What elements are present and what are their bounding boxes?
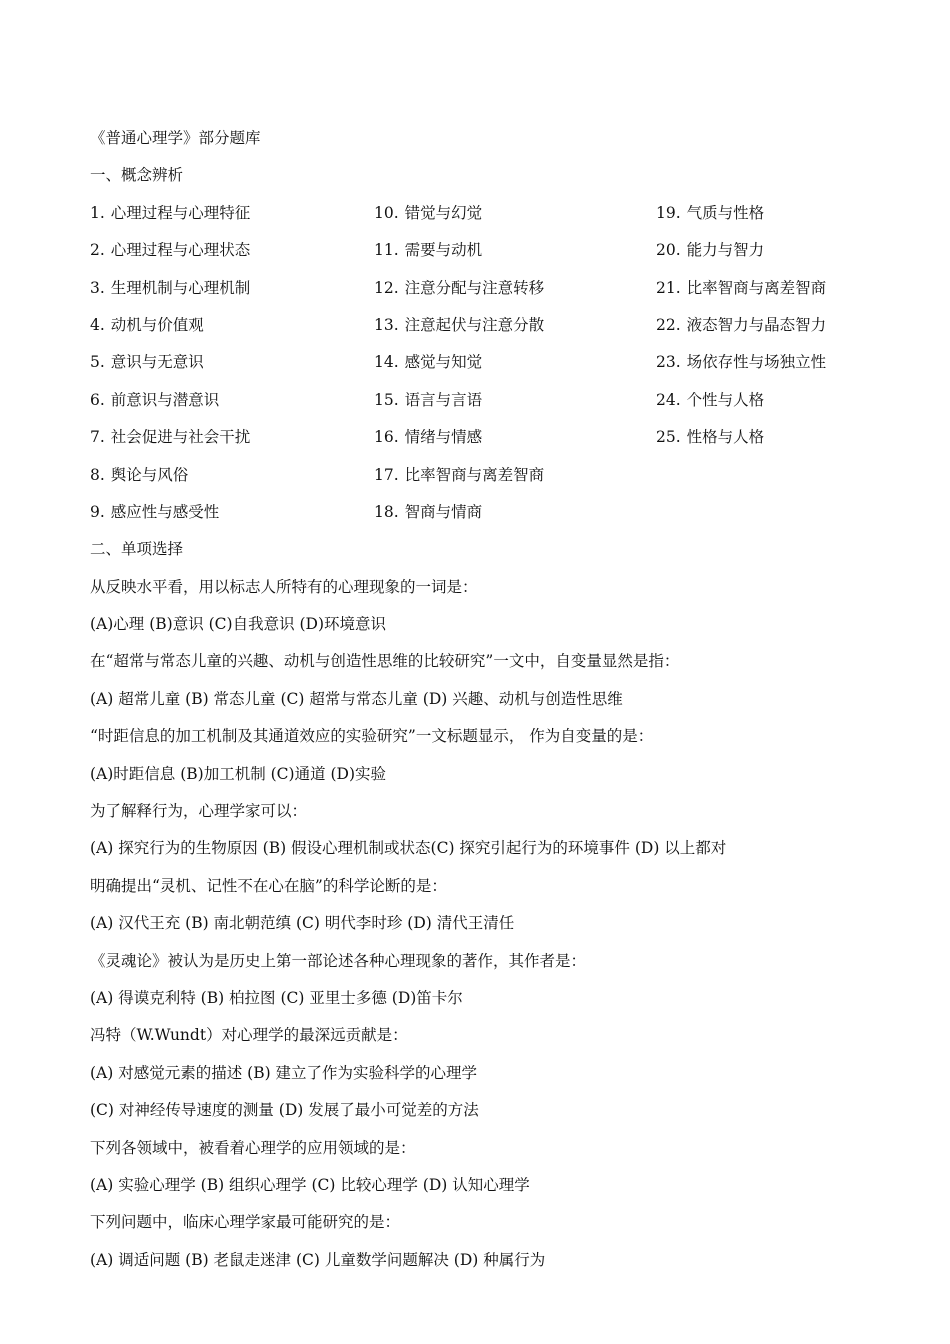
- document-title: 《普通心理学》部分题库: [90, 129, 261, 147]
- answer-options: (A)时距信息 (B)加工机制 (C)通道 (D)实验: [90, 764, 387, 783]
- concept-item: 11. 需要与动机: [374, 241, 483, 260]
- answer-options: (A) 探究行为的生物原因 (B) 假设心理机制或状态(C) 探究引起行为的环境事件 (D) 以上都对: [90, 839, 727, 858]
- concept-item: 10. 错觉与幻觉: [374, 203, 483, 222]
- concept-item: 6. 前意识与潜意识: [90, 390, 220, 409]
- concept-item: 16. 情绪与情感: [374, 428, 483, 447]
- question-text: 下列各领域中，被看着心理学的应用领域的是：: [90, 1138, 416, 1157]
- document-page: [90, 120, 890, 1279]
- answer-options: (A) 调适问题 (B) 老鼠走迷津 (C) 儿童数学问题解决 (D) 种属行为: [90, 1250, 546, 1269]
- concept-item: 3. 生理机制与心理机制: [90, 278, 251, 297]
- answer-options: (A) 超常儿童 (B) 常态儿童 (C) 超常与常态儿童 (D) 兴趣、动机与创造性思维: [90, 689, 623, 708]
- question-text: 为了解释行为，心理学家可以：: [90, 802, 308, 821]
- concept-row: [90, 344, 890, 381]
- concept-item: 22. 液态智力与晶态智力: [656, 315, 827, 334]
- question-text: 下列问题中，临床心理学家最可能研究的是：: [90, 1213, 401, 1232]
- question-text: 《灵魂论》被认为是历史上第一部论述各种心理现象的著作，其作者是：: [90, 951, 587, 970]
- concept-item: 4. 动机与价值观: [90, 315, 204, 334]
- concept-item: 18. 智商与情商: [374, 502, 483, 521]
- concept-row: [90, 457, 890, 494]
- concept-grid: [90, 195, 890, 532]
- concept-item: 2. 心理过程与心理状态: [90, 241, 251, 260]
- concept-item: 15. 语言与言语: [374, 390, 483, 409]
- answer-options: (A)心理 (B)意识 (C)自我意识 (D)环境意识: [90, 615, 387, 634]
- concept-item: 13. 注意起伏与注意分散: [374, 315, 545, 334]
- concept-row: [90, 195, 890, 232]
- concept-row: [90, 232, 890, 269]
- concept-item: 7. 社会促进与社会干扰: [90, 428, 251, 447]
- section-heading-single-choice: 二、单项选择: [90, 540, 184, 559]
- concept-item: 24. 个性与人格: [656, 390, 765, 409]
- question-text: 冯特（W.Wundt）对心理学的最深远贡献是：: [90, 1026, 408, 1045]
- concept-row: [90, 382, 890, 419]
- answer-options: (A) 汉代王充 (B) 南北朝范缜 (C) 明代李时珍 (D) 清代王清任: [90, 914, 515, 933]
- section-heading-concepts: 一、概念辨析: [90, 166, 184, 185]
- concept-item: 19. 气质与性格: [656, 203, 765, 222]
- concept-item: 23. 场依存性与场独立性: [656, 353, 827, 372]
- concept-row: [90, 494, 890, 531]
- question-text: 从反映水平看，用以标志人所特有的心理现象的一词是：: [90, 577, 478, 596]
- concept-item: 21. 比率智商与离差智商: [656, 278, 827, 297]
- question-list: [90, 569, 890, 1279]
- answer-options: (A) 得谟克利特 (B) 柏拉图 (C) 亚里士多德 (D)笛卡尔: [90, 988, 463, 1007]
- concept-item: 1. 心理过程与心理特征: [90, 203, 251, 222]
- concept-row: [90, 270, 890, 307]
- question-text: 明确提出“灵机、记性不在心在脑”的科学论断的是：: [90, 876, 447, 895]
- concept-item: 8. 舆论与风俗: [90, 465, 189, 484]
- answer-options: (A) 实验心理学 (B) 组织心理学 (C) 比较心理学 (D) 认知心理学: [90, 1175, 530, 1194]
- concept-item: 5. 意识与无意识: [90, 353, 204, 372]
- question-text: 在“超常与常态儿童的兴趣、动机与创造性思维的比较研究”一文中，自变量显然是指：: [90, 652, 680, 671]
- concept-item: 12. 注意分配与注意转移: [374, 278, 545, 297]
- concept-item: 17. 比率智商与离差智商: [374, 465, 545, 484]
- concept-item: 14. 感觉与知觉: [374, 353, 483, 372]
- concept-row: [90, 419, 890, 456]
- answer-options: (C) 对神经传导速度的测量 (D) 发展了最小可觉差的方法: [90, 1101, 479, 1120]
- concept-row: [90, 307, 890, 344]
- answer-options: (A) 对感觉元素的描述 (B) 建立了作为实验科学的心理学: [90, 1063, 478, 1082]
- question-text: “时距信息的加工机制及其通道效应的实验研究”一文标题显示， 作为自变量的是：: [90, 727, 654, 746]
- concept-item: 9. 感应性与感受性: [90, 502, 220, 521]
- concept-item: 20. 能力与智力: [656, 241, 765, 260]
- concept-item: 25. 性格与人格: [656, 428, 765, 447]
